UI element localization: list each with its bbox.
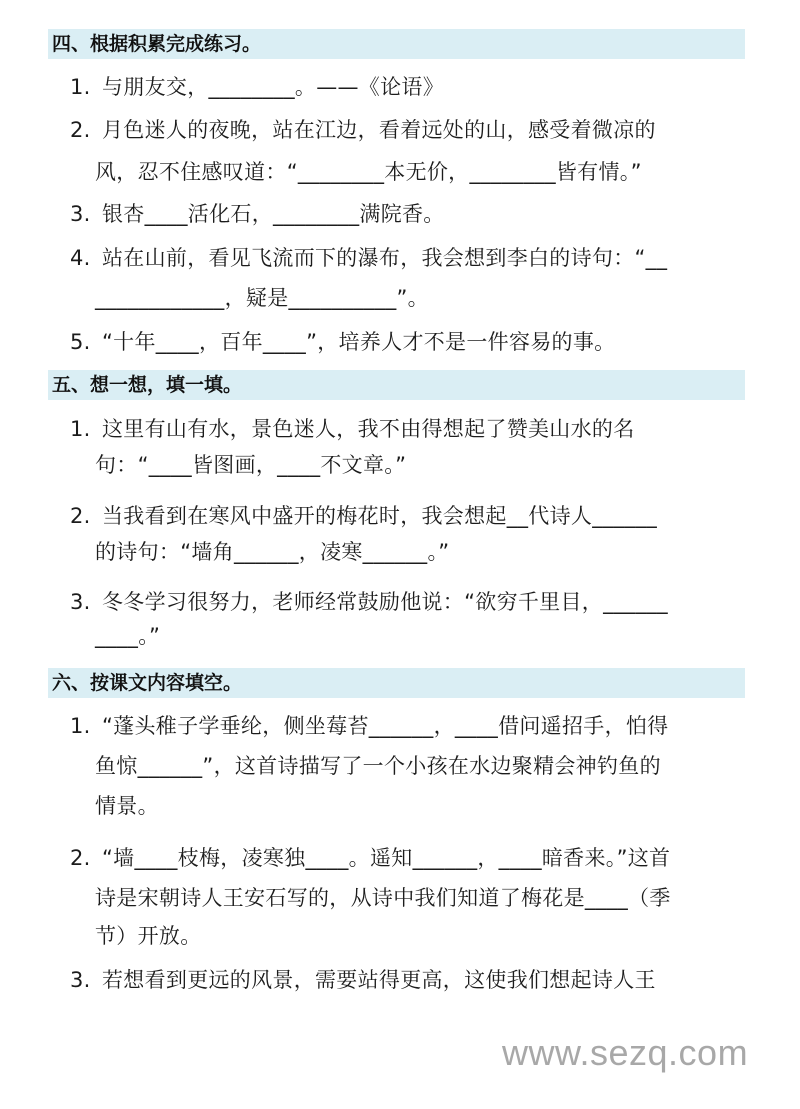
question-4-3	[70, 200, 445, 228]
question-5-1-cont: 句：“____皆图画，____不文章。”	[95, 453, 407, 477]
question-number: 3.	[70, 202, 91, 226]
section-header-5: 五、想一想，填一填。	[48, 370, 745, 400]
question-text: 若想看到更远的风景，需要站得更高，这使我们想起诗人王	[102, 968, 656, 992]
question-text: 冬冬学习很努力，老师经常鼓励他说：“欲穷千里目，______	[102, 590, 668, 614]
question-4-4	[70, 244, 667, 272]
question-5-2-cont: 的诗句：“墙角______，凌寒______。”	[95, 540, 450, 564]
question-number: 3.	[70, 968, 91, 992]
question-text: 当我看到在寒风中盛开的梅花时，我会想起__代诗人______	[102, 504, 657, 528]
question-5-1	[70, 415, 635, 443]
watermark: www.sezq.com	[502, 1032, 749, 1073]
question-4-4-cont: ____________，疑是__________”。	[95, 286, 429, 310]
question-number: 1.	[70, 714, 91, 738]
question-text: 与朋友交，________。——《论语》	[102, 75, 444, 99]
section-header-6: 六、按课文内容填空。	[48, 668, 745, 698]
question-number: 4.	[70, 246, 91, 270]
question-text: 站在山前，看见飞流而下的瀑布，我会想到李白的诗句：“__	[102, 246, 668, 270]
question-number: 1.	[70, 75, 91, 99]
question-text: 月色迷人的夜晚，站在江边，看着远处的山，感受着微凉的	[102, 118, 656, 142]
question-6-2-cont: 诗是宋朝诗人王安石写的，从诗中我们知道了梅花是____（季	[95, 886, 671, 910]
question-number: 3.	[70, 590, 91, 614]
question-5-2	[70, 502, 657, 530]
question-4-1	[70, 73, 444, 101]
question-6-3	[70, 966, 656, 994]
question-4-2-cont: 风，忍不住感叹道：“________本无价，________皆有情。”	[95, 160, 642, 184]
question-text: 这里有山有水，景色迷人，我不由得想起了赞美山水的名	[102, 417, 635, 441]
question-number: 2.	[70, 846, 91, 870]
question-text: 银杏____活化石，________满院香。	[102, 202, 445, 226]
question-6-1	[70, 712, 668, 740]
question-text: “蓬头稚子学垂纶，侧坐莓苔______，____借问遥招手，怕得	[102, 714, 669, 738]
question-number: 1.	[70, 417, 91, 441]
question-number: 5.	[70, 330, 91, 354]
question-text: “墙____枝梅，凌寒独____。遥知______，____暗香来。”这首	[102, 846, 671, 870]
question-6-2-cont2: 节）开放。	[95, 924, 202, 948]
question-6-2	[70, 844, 670, 872]
question-text: “十年____，百年____”，培养人才不是一件容易的事。	[102, 330, 616, 354]
question-5-3-cont: ____。”	[95, 624, 161, 648]
question-5-3	[70, 588, 668, 616]
question-6-1-cont2: 情景。	[95, 794, 159, 818]
question-4-2	[70, 116, 656, 144]
question-4-5	[70, 328, 615, 356]
question-number: 2.	[70, 118, 91, 142]
section-header-4: 四、根据积累完成练习。	[48, 29, 745, 59]
question-number: 2.	[70, 504, 91, 528]
question-6-1-cont: 鱼惊______”，这首诗描写了一个小孩在水边聚精会神钓鱼的	[95, 754, 661, 778]
